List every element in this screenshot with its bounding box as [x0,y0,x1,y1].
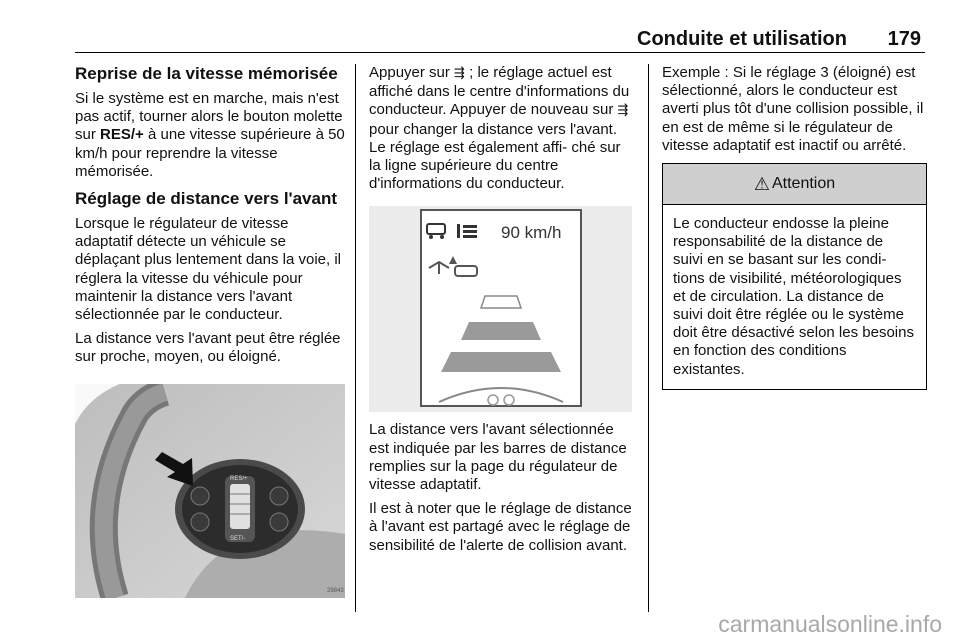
paragraph-shared-setting: Il est à noter que le réglage de distance à l'avant est partagé avec le réglage de sensibilité de l'alerte de collision avant. [369,500,632,554]
text: ; le réglage actuel est affiché dans le centre d'informations du conducteur. Appuyer de nouveau sur [369,64,630,119]
set-label: SET/- [230,536,246,542]
warning-header [663,164,926,205]
distance-button-icon: ⇶ [454,66,465,81]
distance-bar-near [441,352,561,372]
display-svg [369,206,632,412]
warning-icon: ⚠ [753,173,770,194]
steering-wheel-svg [75,384,345,598]
res-keyword: RES/+ [100,126,144,144]
paragraph-distance-bars: La distance vers l'avant sélectionnée est indiquée par les barres de distance remplies sur la page du régulateur de vitesse adaptatif. [369,421,627,494]
distance-button-icon: ⇶ [617,103,629,119]
section-title: Conduite et utilisation [637,28,847,50]
paragraph-distance: Lorsque le régulateur de vitesse adaptatif détecte un véhicule se déplaçant plus lentement dans la voie, il réglera la vitesse du véhicule pour maintenir la distance vers l'avant sélectionnée par le conducteur. [75,215,342,324]
distance-bar-middle [461,322,541,340]
svg-text:29843: 29843 [327,588,344,594]
paragraph-distance-options: La distance vers l'avant peut être réglée sur proche, moyen, ou éloigné. [75,330,341,366]
text: à une vitesse supérieure à 50 km/h pour reprendre la vitesse mémorisée. [75,126,345,180]
distance-bars-icon [457,224,477,238]
text: Si le système est en marche, mais n'est pas actif, tourner alors le bouton molette sur [75,90,343,144]
page-header [75,26,925,53]
column-divider [355,64,356,612]
page-number: 179 [887,28,921,50]
paragraph-press-button [369,64,634,193]
column-divider [648,64,649,612]
speed-readout: 90 km/h [501,223,562,242]
warning-title: Attention [771,174,836,192]
column-right [662,64,927,390]
text: Appuyer sur [369,64,455,81]
warning-box [662,163,927,390]
warning-body: Le conducteur endosse la pleine responsabilité de la distance de suivi en se basant sur les condi‐ tions de visibilité, météorologiques et de circulation. La distance de suivi doit être réglée ou le système doit être désactivé selon les besoins en fonction des conditions existantes. [673,215,914,378]
paragraph-example: Exemple : Si le réglage 3 (éloigné) est sélectionné, alors le conducteur est averti plus tôt d'une collision possible, il en est de même si le régulateur de vitesse adaptatif est inactif ou arrêté. [662,64,924,154]
heading-resume-speed: Reprise de la vitesse mémorisée [75,64,338,83]
steering-wheel-illustration [75,384,345,598]
res-label: RES/+ [230,476,248,482]
paragraph-resume [75,90,345,181]
watermark: carmanualsonline.info [718,611,942,637]
column-left [75,64,345,373]
heading-distance: Réglage de distance vers l'avant [75,189,337,209]
text: pour changer la distance vers l'avant. Le réglage est également affi‐ ché sur la ligne supérieure du centre d'informations du conducteur. [369,120,621,193]
driver-info-display-illustration [369,206,632,412]
